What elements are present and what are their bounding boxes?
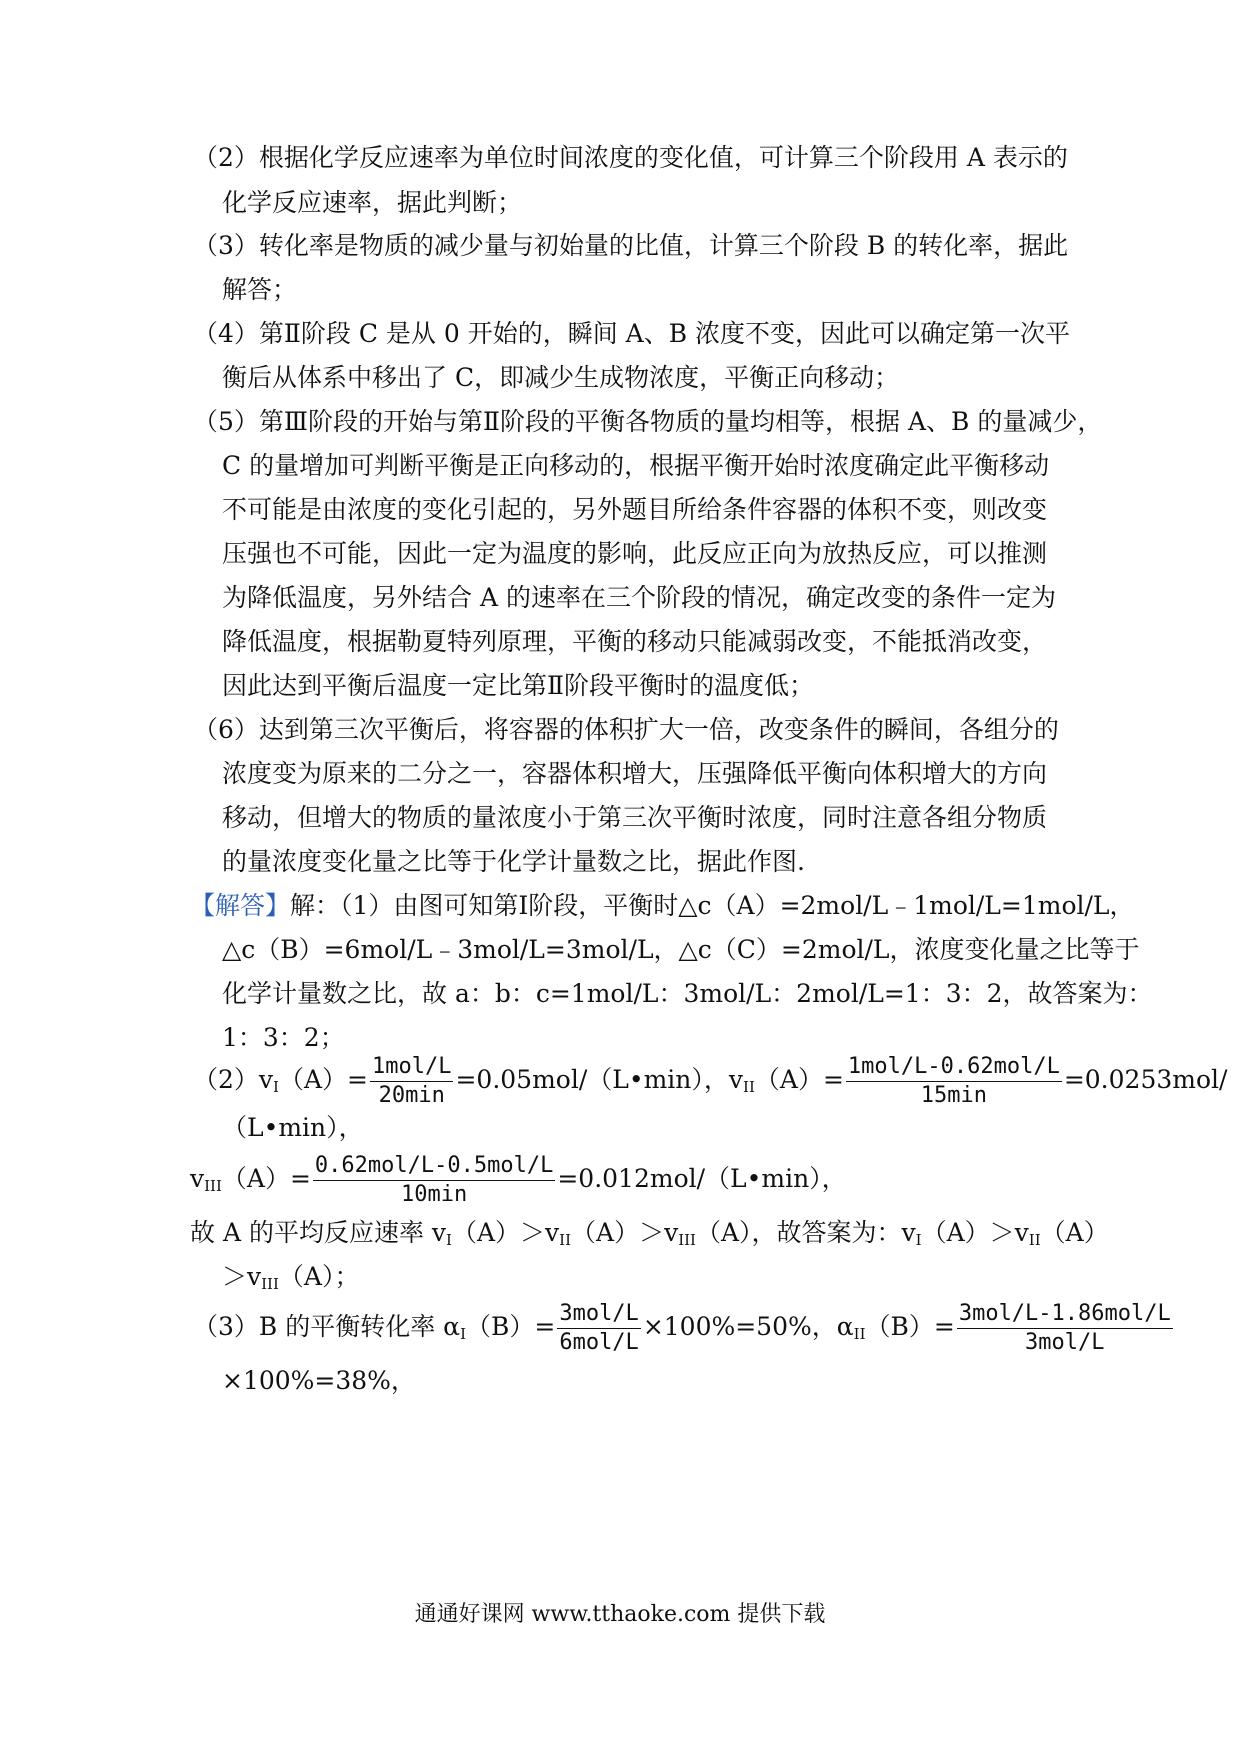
text-run: （A）=: [754, 1065, 844, 1094]
fraction-numerator: 1mol/L-0.62mol/L: [846, 1053, 1062, 1082]
fraction-numerator: 3mol/L-1.86mol/L: [957, 1300, 1173, 1329]
text-run: =0.0253mol/: [1063, 1065, 1228, 1094]
analysis-line: （2）根据化学反应速率为单位时间浓度的变化值，可计算三个阶段用 A 表示的: [193, 143, 1068, 172]
text-run: （A）；: [278, 1262, 360, 1291]
analysis-line: 衡后从体系中移出了 C，即减少生成物浓度，平衡正向移动；: [222, 363, 900, 392]
fraction: [370, 1053, 453, 1110]
subscript: III: [204, 1177, 222, 1195]
text-run: （A）＞v: [921, 1218, 1029, 1247]
subscript: I: [915, 1231, 922, 1249]
text-run: （A）=: [278, 1065, 368, 1094]
answer-line: 化学计量数之比，故 a：b：c=1mol/L：3mol/L：2mol/L=1：3：2，故答案为：: [222, 979, 1153, 1008]
fraction: [957, 1300, 1173, 1357]
answer-tag: 【解答】: [190, 891, 291, 920]
analysis-line: 压强也不可能，因此一定为温度的影响，此反应正向为放热反应，可以推测: [222, 539, 1048, 568]
analysis-line: 化学反应速率，据此判断；: [222, 188, 523, 217]
fraction-denominator: 10min: [401, 1182, 468, 1207]
subscript: I: [273, 1078, 279, 1096]
fraction-denominator: 6mol/L: [559, 1330, 639, 1355]
fraction: [557, 1300, 640, 1357]
text-run: ×100%=50%，α: [642, 1312, 854, 1341]
fraction-denominator: 20min: [378, 1083, 445, 1108]
text-run: （A）: [1040, 1218, 1109, 1247]
page-footer: 通通好课网 www.tthaoke.com 提供下载: [414, 1602, 826, 1627]
text-run: （B）=: [865, 1312, 955, 1341]
analysis-line: 不可能是由浓度的变化引起的，另外题目所给条件容器的体积不变，则改变: [222, 495, 1048, 524]
analysis-line: （3）转化率是物质的减少量与初始量的比值，计算三个阶段 B 的转化率，据此: [193, 231, 1069, 260]
text-run: （A），故答案为：v: [695, 1218, 916, 1247]
subscript: III: [678, 1231, 696, 1249]
subscript: II: [853, 1325, 866, 1343]
subscript: I: [460, 1325, 466, 1343]
analysis-line: 移动，但增大的物质的量浓度小于第三次平衡时浓度，同时注意各组分物质: [222, 803, 1048, 832]
text-run: =0.05mol/（L•min），v: [455, 1065, 744, 1094]
fraction: [313, 1152, 555, 1209]
analysis-line: 降低温度，根据勒夏特列原理，平衡的移动只能减弱改变，不能抵消改变，: [222, 627, 1048, 656]
answer-line: △c（B）=6mol/L﹣3mol/L=3mol/L，△c（C）=2mol/L，浓度变化量之比等于: [222, 935, 1140, 964]
fraction-numerator: 1mol/L: [370, 1053, 453, 1082]
rate-line: （L•min），: [222, 1113, 364, 1142]
rate-line: [190, 1152, 847, 1211]
text-run: =0.012mol/（L•min），: [557, 1164, 847, 1193]
analysis-line: C 的量增加可判断平衡是正向移动的，根据平衡开始时浓度确定此平衡移动: [222, 451, 1050, 480]
text-run: （3）B 的平衡转化率 α: [193, 1312, 461, 1341]
text-run: （A）=: [221, 1164, 311, 1193]
analysis-line: 因此达到平衡后温度一定比第Ⅱ阶段平衡时的温度低；: [222, 671, 814, 700]
text-run: 故 A 的平均反应速率 v: [190, 1218, 447, 1247]
text-run: （B）=: [466, 1312, 556, 1341]
analysis-line: 浓度变为原来的二分之一，容器体积增大，压强降低平衡向体积增大的方向: [222, 759, 1048, 788]
fraction-numerator: 0.62mol/L-0.5mol/L: [313, 1152, 555, 1181]
text-run: （A）＞v: [451, 1218, 560, 1247]
answer-line: [190, 881, 1135, 930]
fraction-denominator: 15min: [920, 1083, 987, 1108]
text-run: ＞v: [222, 1262, 262, 1291]
fraction-numerator: 3mol/L: [557, 1300, 640, 1329]
conversion-line: [193, 1300, 1175, 1359]
subscript: II: [743, 1078, 755, 1096]
conversion-line: ×100%=38%，: [222, 1366, 416, 1395]
text-run: （2）v: [193, 1065, 274, 1094]
subscript: II: [559, 1231, 572, 1249]
answer-line: 1：3：2；: [222, 1023, 345, 1052]
fraction-denominator: 3mol/L: [1025, 1330, 1105, 1355]
analysis-line: 解答；: [222, 275, 298, 304]
text-run: （A）＞v: [571, 1218, 679, 1247]
subscript: I: [446, 1231, 452, 1249]
answer-text: 解：（1）由图可知第Ⅰ阶段，平衡时△c（A）=2mol/L﹣1mol/L=1mol/L，: [290, 891, 1135, 920]
analysis-line: 为降低温度，另外结合 A 的速率在三个阶段的情况，确定改变的条件一定为: [222, 583, 1056, 612]
text-run: v: [190, 1164, 205, 1193]
fraction: [846, 1053, 1062, 1110]
subscript: III: [261, 1275, 279, 1293]
analysis-line: （5）第Ⅲ阶段的开始与第Ⅱ阶段的平衡各物质的量均相等，根据 A、B 的量减少，: [193, 407, 1103, 436]
analysis-line: （6）达到第三次平衡后，将容器的体积扩大一倍，改变条件的瞬间，各组分的: [193, 715, 1059, 744]
subscript: II: [1028, 1231, 1041, 1249]
analysis-line: （4）第Ⅱ阶段 C 是从 0 开始的，瞬间 A、B 浓度不变，因此可以确定第一次平: [193, 319, 1071, 348]
analysis-line: 的量浓度变化量之比等于化学计量数之比，据此作图.: [222, 847, 805, 876]
